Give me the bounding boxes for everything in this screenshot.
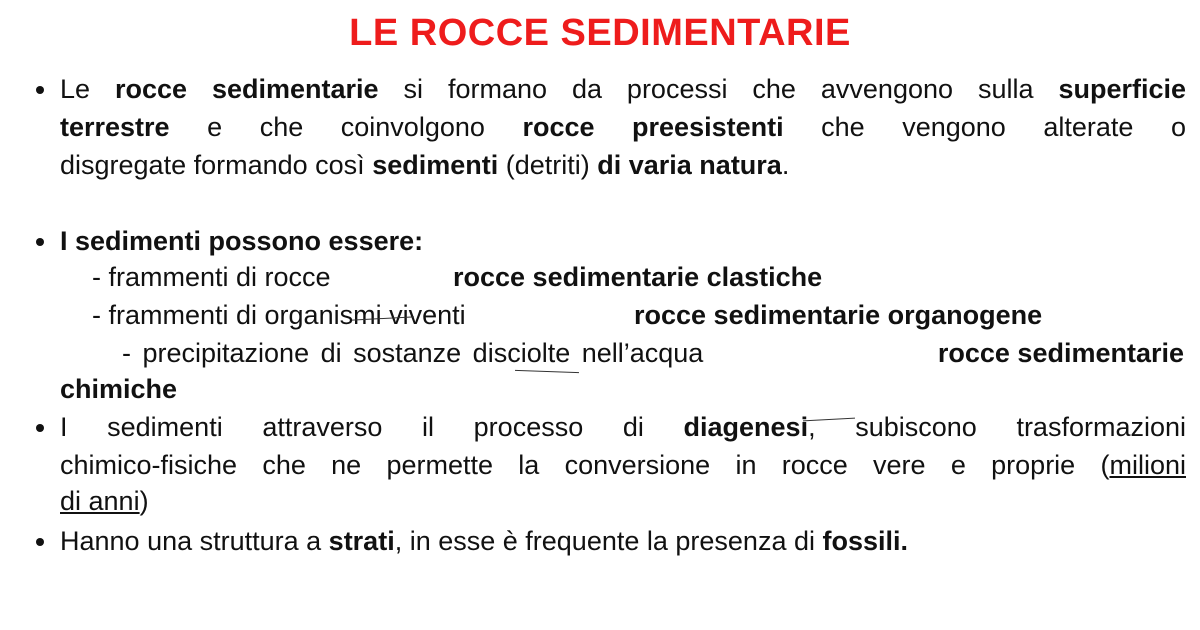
bullet3-line3: di anni) bbox=[60, 486, 149, 516]
bullet-dot-4 bbox=[36, 538, 44, 546]
bullet1-line1: Le rocce sedimentarie si formano da processi che avvengono sulla superficie bbox=[60, 74, 1186, 104]
bullet3-line1: I sedimenti attraverso il processo di diagenesi, subiscono trasformazioni bbox=[60, 412, 1186, 442]
bullet-dot-3 bbox=[36, 424, 44, 432]
sediment-source-2: - frammenti di organismi viventi bbox=[92, 300, 466, 330]
bullet3-line2: chimico-fisiche che ne permette la conversione in rocce vere e proprie (milioni bbox=[60, 450, 1186, 480]
sediment-source-1: - frammenti di rocce bbox=[92, 262, 331, 292]
sediment-source-3: - precipitazione di sostanze disciolte nell’acqua bbox=[122, 338, 704, 368]
bullet-dot-2 bbox=[36, 238, 44, 246]
sediment-result-2: rocce sedimentarie organogene bbox=[634, 300, 1043, 330]
sediment-result-3: rocce sedimentarie bbox=[937, 338, 1184, 368]
slide-title: LE ROCCE SEDIMENTARIE bbox=[349, 12, 851, 54]
bullet1-line3: disgregate formando così sedimenti (detriti) di varia natura. bbox=[60, 150, 790, 180]
bullet4-line: Hanno una struttura a strati, in esse è frequente la presenza di fossili. bbox=[60, 526, 909, 556]
sediment-result-1: rocce sedimentarie clastiche bbox=[453, 262, 823, 292]
bullet-dot-1 bbox=[36, 86, 44, 94]
bullet2-heading: I sedimenti possono essere: bbox=[60, 226, 424, 256]
sediment-result-3-cont: chimiche bbox=[60, 374, 178, 404]
bullet1-line2: terrestre e che coinvolgono rocce preesistenti che vengono alterate o bbox=[60, 112, 1186, 142]
